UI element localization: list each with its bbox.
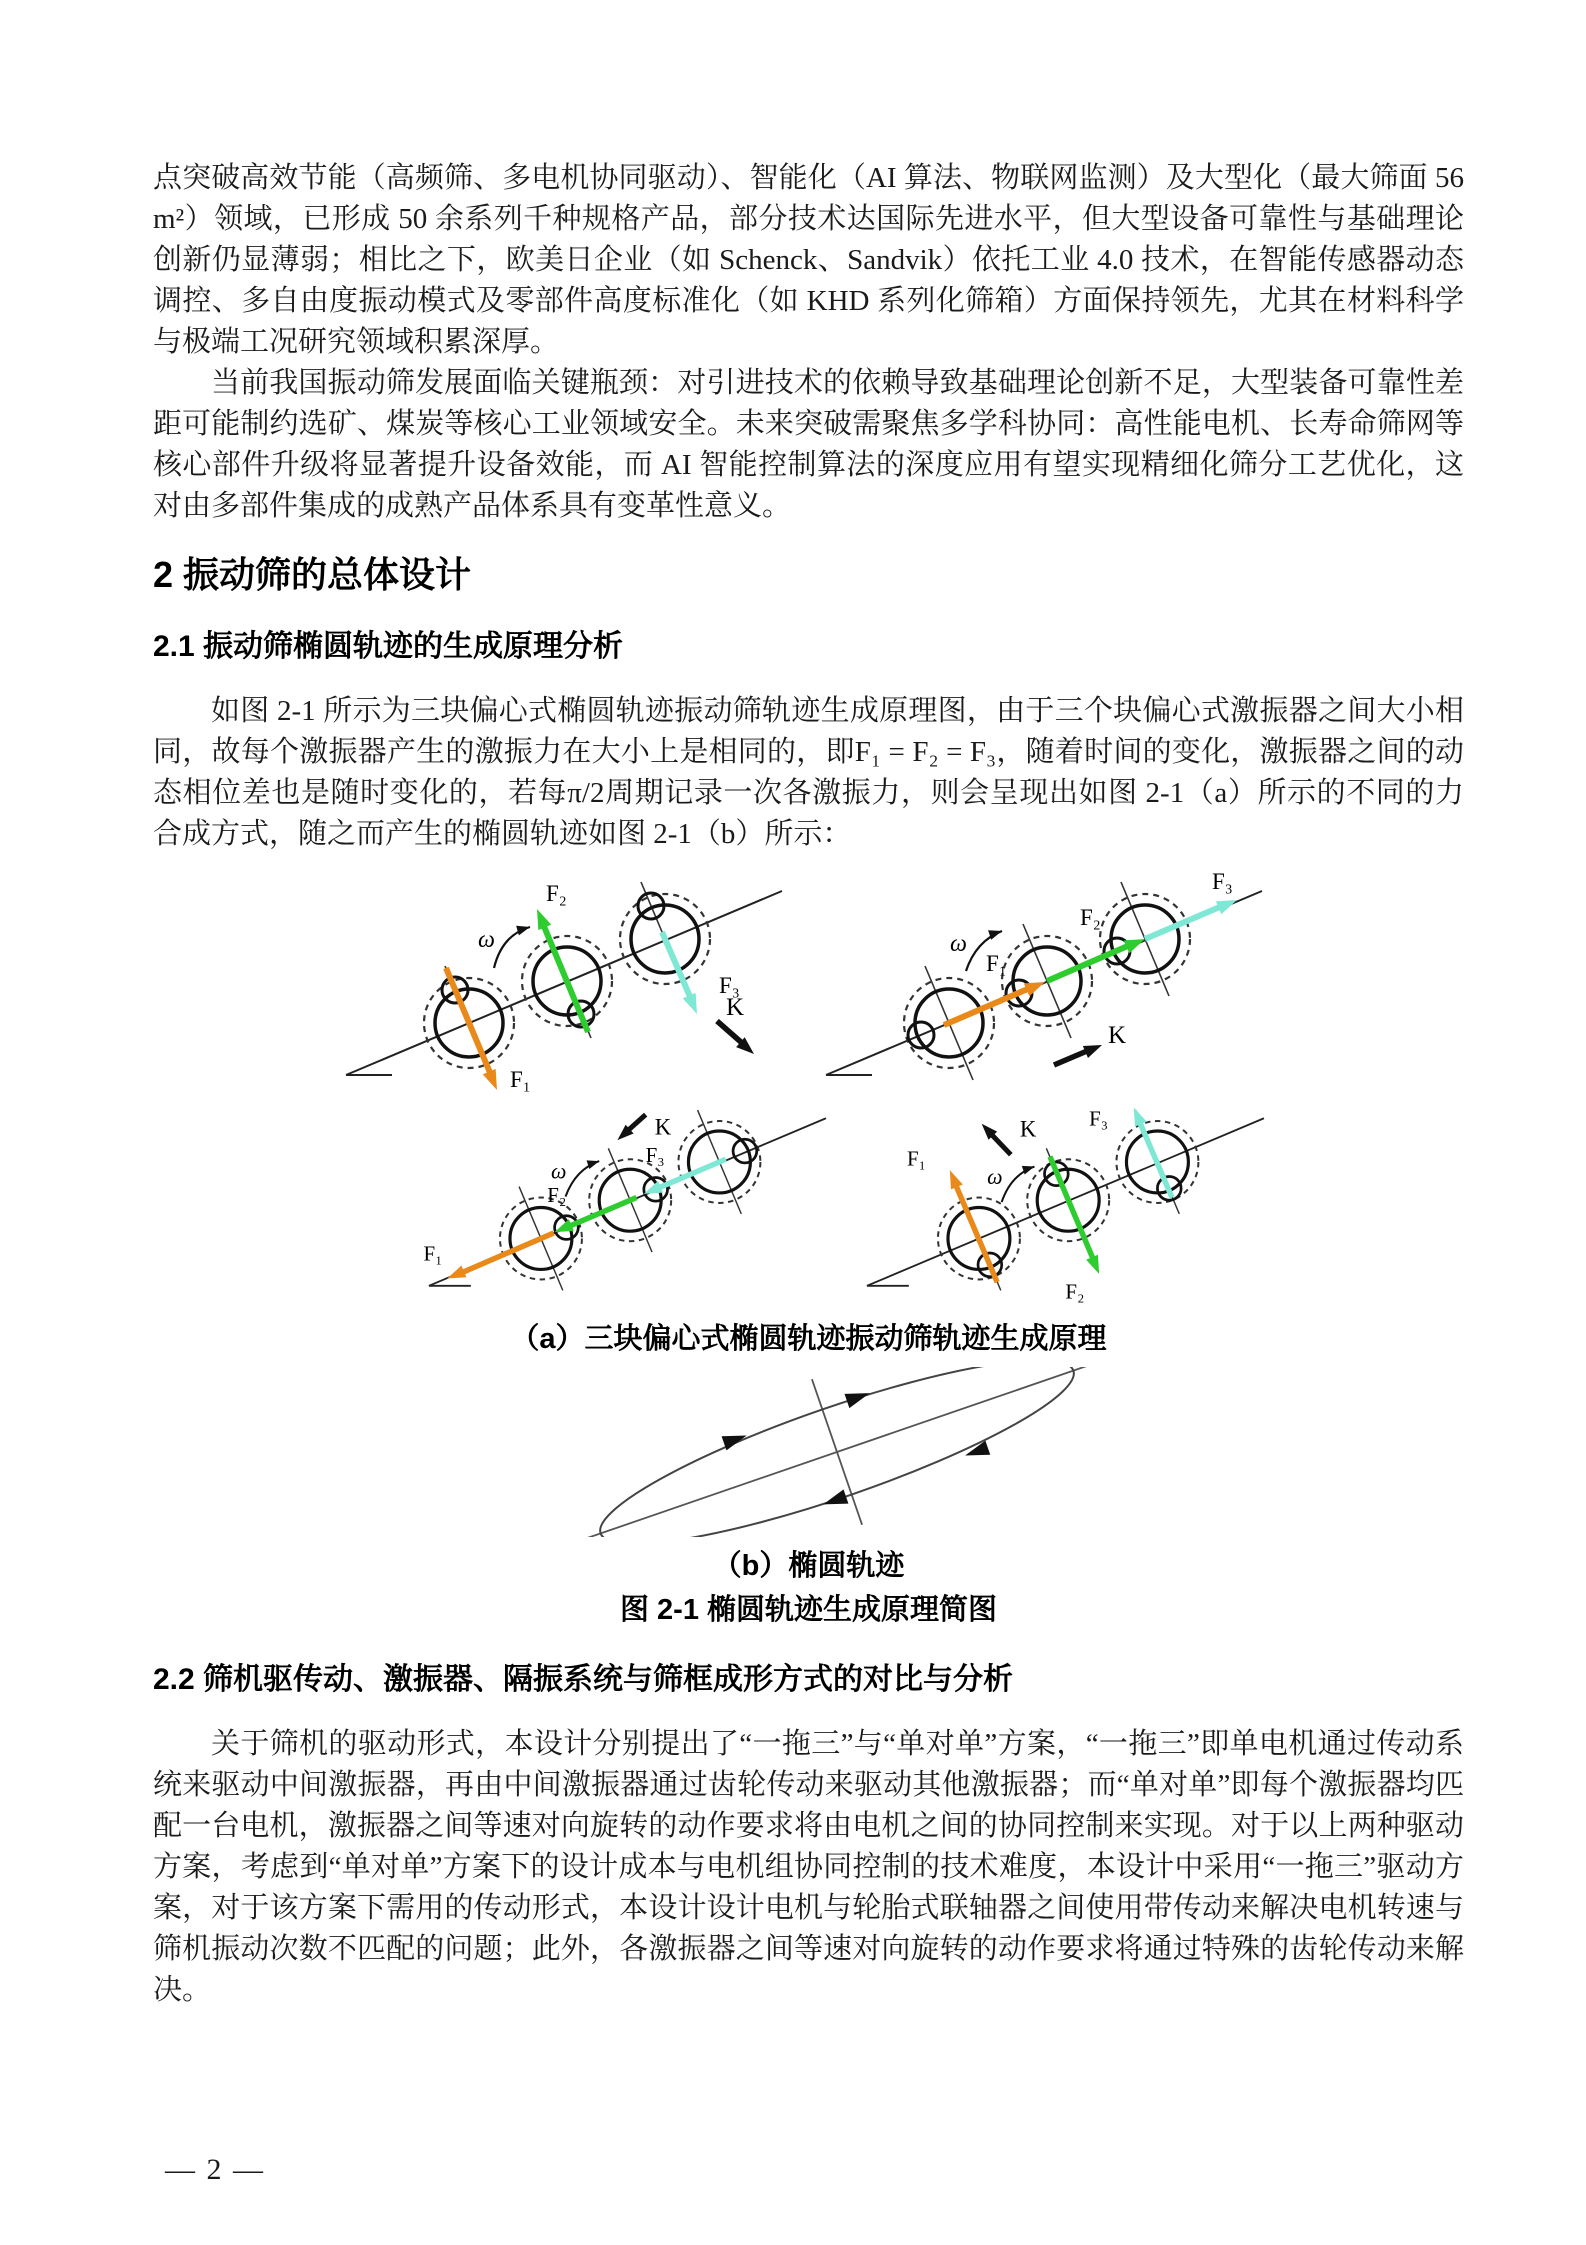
exciter-diagram-grid: [334, 871, 1284, 1315]
exciter-diagram-top-left: [334, 871, 804, 1096]
paragraph-2: 当前我国振动筛发展面临关键瓶颈：对引进技术的依赖导致基础理论创新不足，大型装备可靠性差距可能制约选矿、煤炭等核心工业领域安全。未来突破需聚焦多学科协同：高性能电机、长寿命筛网等核心部件升级将显著提升设备效能，而 AI 智能控制算法的深度应用有望实现精细化筛分工艺优化，这对由多部件集成的成熟产品体系具有变革性意义。: [153, 367, 1464, 522]
figure-2-1: [153, 871, 1464, 1630]
force-arrow-f2: [1047, 933, 1148, 981]
diagram-row-top: [334, 871, 1284, 1096]
k-label: K: [654, 1114, 671, 1140]
exciter-diagram-top-right: [814, 871, 1284, 1096]
direction-arrow: [820, 1489, 848, 1511]
omega-arc: [494, 927, 530, 968]
ellipse-diagram-wrap: [517, 1367, 1157, 1542]
paragraph-3: 如图 2-1 所示为三块偏心式椭圆轨迹振动筛轨迹生成原理图，由于三个块偏心式激振器之间大小相同，故每个激振器产生的激振力在大小上是相同的，即F₁ = F₂ = F₃，随着时间的变化，激振器之间的动态相位差也是随时变化的，若每π/2周期记录一次各激振力，则会呈现出如图 2-1（a）所示的不同的力合成方式，随之而产生的椭圆轨迹如图 2-1（b）所示：: [153, 695, 1464, 850]
f2-label: F₂: [546, 1183, 566, 1208]
f1-label: F₁: [906, 1146, 926, 1171]
page-number: — 2 —: [165, 2153, 265, 2186]
resultant-arrow-k: [717, 1021, 758, 1059]
subsection-heading-2-2: 2.2 筛机驱传动、激振器、隔振系统与筛框成形方式的对比与分析: [153, 1663, 1014, 1696]
k-label: K: [1019, 1116, 1036, 1142]
section-heading-2: 2 振动筛的总体设计: [153, 554, 472, 595]
figure-caption-b: （b）椭圆轨迹: [712, 1550, 905, 1582]
f3-label: F₃: [1088, 1106, 1108, 1131]
omega-label: ω: [986, 1164, 1003, 1189]
exciter-diagram-bottom-left: [418, 1090, 846, 1315]
f2-label: F₂: [1064, 1279, 1084, 1304]
ellipse-trajectory-diagram: [517, 1367, 1157, 1537]
force-arrow-f3: [1145, 894, 1240, 939]
paragraph-1: 点突破高效节能（高频筛、多电机协同驱动）、智能化（AI 算法、物联网监测）及大型化（最大筛面 56m²）领域，已形成 50 余系列千种规格产品，部分技术达国际先进水平，但大型设备可靠性与基础理论创新仍显薄弱；相比之下，欧美日企业（如 Schenck、Sandvik）依托工业 4.0 技术，在智能传感器动态调控、多自由度振动模式及零部件高度标准化（如 KHD 系列化筛箱）方面保持领先，尤其在材料科学与极端工况研究领域积累深厚。: [153, 162, 1464, 358]
figure-title: 图 2-1 椭圆轨迹生成原理简图: [619, 1594, 998, 1626]
exciter-diagram-bottom-right: [856, 1090, 1284, 1315]
omega-label: ω: [949, 931, 967, 957]
f1-label: F₁: [509, 1067, 531, 1092]
resultant-arrow-k: [977, 1120, 1010, 1155]
diagram-row-bottom: [418, 1090, 1284, 1315]
force-arrow-f1: [446, 968, 503, 1093]
force-arrow-f2: [1049, 1157, 1104, 1277]
omega-label: ω: [477, 927, 495, 953]
subsection-heading-2-1: 2.1 振动筛椭圆轨迹的生成原理分析: [153, 630, 624, 663]
resultant-arrow-k: [1054, 1039, 1105, 1065]
f2-label: F₂: [1079, 905, 1101, 930]
omega-label: ω: [550, 1159, 566, 1184]
f2-label: F₂: [545, 881, 567, 906]
direction-arrow: [844, 1386, 872, 1408]
f3-label: F₃: [1211, 871, 1233, 894]
k-label: K: [1107, 1022, 1126, 1049]
figure-caption-a: （a）三块偏心式椭圆轨迹振动筛轨迹生成原理: [510, 1323, 1107, 1355]
f1-label: F₁: [422, 1241, 442, 1266]
force-arrow-f1: [944, 976, 1048, 1025]
k-label: K: [725, 994, 744, 1021]
force-arrow-f1: [444, 1233, 553, 1284]
f1-label: F₁: [985, 951, 1007, 976]
paragraph-4: 关于筛机的驱动形式，本设计分别提出了“一拖三”与“单对单”方案，“一拖三”即单电机通过传动系统来驱动中间激振器，再由中间激振器通过齿轮传动来驱动其他激振器；而“单对单”即每个激振器均匹配一台电机，激振器之间等速对向旋转的动作要求将由电机之间的协同控制来实现。对于以上两种驱动方案，考虑到“单对单”方案下的设计成本与电机组协同控制的技术难度，本设计中采用“一拖三”驱动方案，对于该方案下需用的传动形式，本设计设计电机与轮胎式联轴器之间使用带传动来解决电机转速与筛机振动次数不匹配的问题；此外，各激振器之间等速对向旋转的动作要求将通过特殊的齿轮传动来解决。: [153, 1728, 1464, 2006]
baseline: [346, 891, 782, 1075]
resultant-arrow-k: [613, 1115, 645, 1145]
f3-label: F₃: [718, 973, 740, 998]
f3-label: F₃: [645, 1142, 665, 1167]
